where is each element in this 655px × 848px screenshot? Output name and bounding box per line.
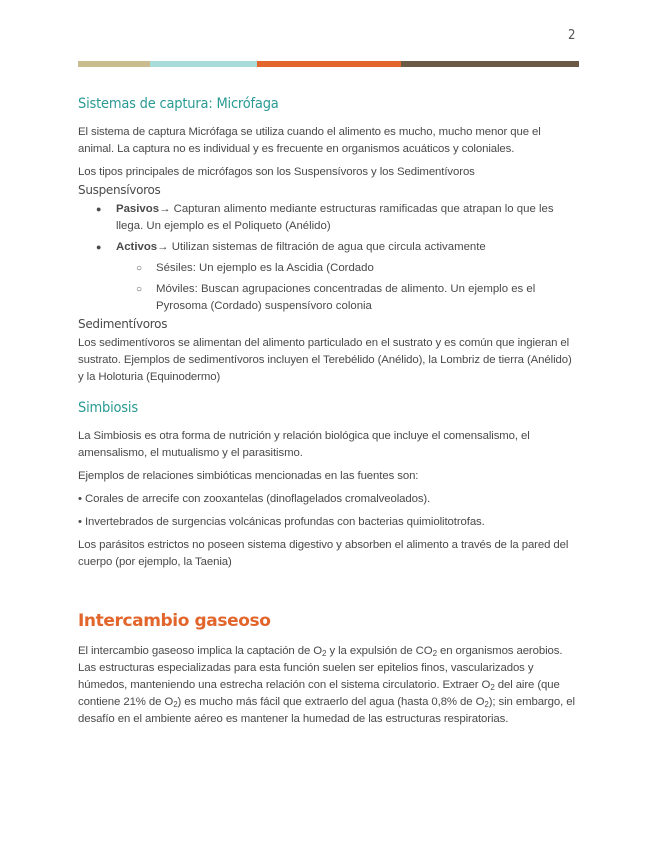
sedimentivoros-paragraph: Los sedimentívoros se alimentan del alimento particulado en el sustrato y es común que ingieran el sustrato. Ejemplos de sedimentívoros incluyen el Terebélido (Anélido), la Lombriz de tierra (Anélido) y la Holoturia (Equinodermo) xyxy=(78,337,572,383)
simbiosis-example-1: • Corales de arrecife con zooxantelas (dinoflagelados cromalveolados). xyxy=(78,493,431,505)
page-number: 2 xyxy=(568,28,576,43)
simbiosis-paragraph-1: La Simbiosis es otra forma de nutrición y relación biológica que incluye el comensalismo, el amensalismo, el mutualismo y el parasitismo. xyxy=(78,430,530,459)
color-bar-segment-orange xyxy=(257,61,401,67)
intercambio-paragraph: El intercambio gaseoso implica la captación de $O_2$ y la expulsión de $CO_2$ en organismos aerobios. Las estructuras especializadas para esta función suelen ser epitelios finos, vascularizados y húmedos, manteniendo una estrecha relación con el sistema circulatorio. Extraer $O_2$ del aire (que contiene 21% de $O_2$) es mucho más fácil que extraerlo del agua (hasta 0,8% de $O_2$); sin embargo, el desafío en el ambiente aéreo es mantener la humedad de las estructuras respiratorias. xyxy=(78,645,575,725)
pasivos-text: → Capturan alimento mediante estructuras ramificadas que atrapan lo que les llega. Un ejemplo es el Poliqueto (Anélido) xyxy=(116,203,554,232)
heading-sedimentivoros: Sedimentívoros xyxy=(78,317,168,331)
activos-sublist xyxy=(116,260,578,315)
microfaga-paragraph-2: Los tipos principales de micrófagos son los Suspensívoros y los Sedimentívoros xyxy=(78,166,475,178)
color-bar-segment-aqua xyxy=(150,61,257,67)
simbiosis-example-2: • Invertebrados de surgencias volcánicas profundas con bacterias quimiolitotrofas. xyxy=(78,516,485,528)
activos-text: → Utilizan sistemas de filtración de agua que circula activamente xyxy=(157,241,486,253)
color-bar-segment-brown xyxy=(401,61,579,67)
heading-intercambio-gaseoso: Intercambio gaseoso xyxy=(78,611,271,631)
simbiosis-paragraph-3: Los parásitos estrictos no poseen sistema digestivo y absorben el alimento a través de la pared del cuerpo (por ejemplo, la Taenia) xyxy=(78,539,569,568)
simbiosis-paragraph-2: Ejemplos de relaciones simbióticas mencionadas en las fuentes son: xyxy=(78,470,419,482)
header-color-bar xyxy=(78,61,579,67)
document-body xyxy=(78,96,578,734)
section-spacer xyxy=(78,577,578,611)
heading-simbiosis: Simbiosis xyxy=(78,400,138,416)
heading-microfaga: Sistemas de captura: Micrófaga xyxy=(78,96,279,112)
suspensivoros-list xyxy=(78,201,578,315)
pasivos-label: Pasivos xyxy=(116,203,160,215)
list-item-pasivos xyxy=(96,201,578,235)
sublist-item-moviles: ○ Móviles: Buscan agrupaciones concentradas de alimento. Un ejemplo es el Pyrosoma (Cordado) suspensívoro colonia xyxy=(136,281,578,315)
list-item-activos xyxy=(96,239,578,315)
activos-label: Activos xyxy=(116,241,158,253)
microfaga-paragraph-1: El sistema de captura Micrófaga se utiliza cuando el alimento es mucho, mucho menor que el animal. La captura no es individual y es frecuente en organismos acuáticos y coloniales. xyxy=(78,126,541,155)
color-bar-segment-tan xyxy=(78,61,150,67)
heading-suspensivoros: Suspensívoros xyxy=(78,183,161,197)
sublist-item-sesiles: ○ Sésiles: Un ejemplo es la Ascidia (Cordado xyxy=(136,260,578,277)
